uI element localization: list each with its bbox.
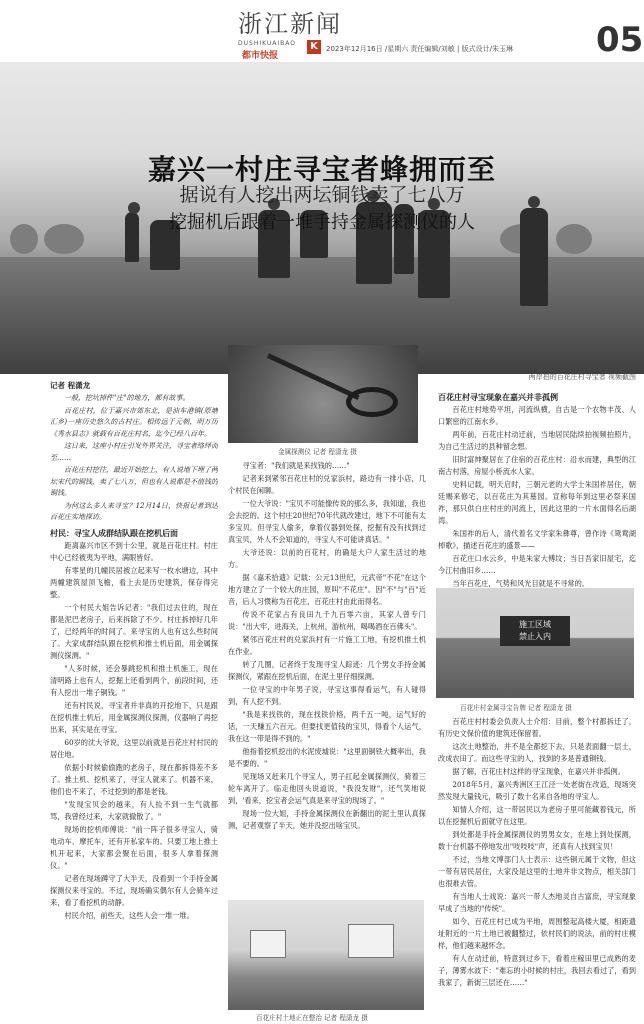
- body-paragraph: "发现宝贝会的越来，有人捡不到一生气就都骂，我曾经过来，大家就撤散了。": [50, 799, 218, 821]
- body-paragraph: 百花庄村村委会负责人士介绍：目前，整个村都拆迁了，有历史文保价值的建筑还保留着。: [438, 717, 636, 738]
- body-paragraph: "我是来找铁的，现在找铁价格，两千五一吨，运气好的话，一天赚五六百元。但要找更值钱的宝贝，得看个人运气，我在这一带是得不到的。": [228, 710, 426, 743]
- body-paragraph: 一位大爷说："宝贝不可能像传说的那么多，我知道，我也会去挖的。这个村庄20世纪70年代就改建过，地下不可能有太多宝贝。但寻宝人偷多，拿着仪器到处探，挖掘有没有找到过真宝贝，外人不会知道的，寻宝人不可能讲真话。": [228, 499, 426, 544]
- lede-paragraph: 百花庄村挖往，最近开始挖土，有人说地下埋了两坛宋代的铜钱，卖了七八万，但也有人说都是不值钱的铜钱。: [50, 466, 218, 497]
- body-paragraph: "人多时候，还会暴跳挖机和推土机施工，现在清明路上也有人，挖掘上还看到两个，前段时间，还有人挖出一堆子铜钱。": [50, 663, 218, 697]
- sign-text: 施工区域: [519, 620, 551, 629]
- headline-sub-1: 据说有人挖出两坛铜钱卖了七八万: [179, 184, 465, 206]
- sign-text: 禁止入内: [519, 632, 551, 641]
- body-paragraph: 据了解，百花庄村这样的寻宝现象，在嘉兴并非孤例。: [452, 767, 625, 776]
- body-paragraph: 村民介绍，前些天，这些人会一堆一堆。: [64, 910, 194, 920]
- body-paragraph: 距离嘉兴市区不到十公里，就是百花庄村。村庄中心已经被夷为平地，满眼皆好。: [50, 540, 218, 562]
- body-paragraph: 到处都是手持金属探测仪的男男女女，在地上到处探测，数十台机器不停地发出"吱吱吱"声，还真有人找到宝贝！: [438, 830, 636, 851]
- body-paragraph: 百花庄村地势平坦，河流纵横，自古是一个农物丰茂、人口繁密的江南水乡。: [438, 405, 636, 426]
- warning-sign-photo: [436, 588, 634, 698]
- body-paragraph: 记者来到紧邻百花庄村的兑家浜村，路边有一排小店，几个村民在闲聊。: [228, 474, 426, 495]
- metal-detector-photo: [228, 345, 418, 443]
- body-paragraph: 2018年5月，嘉兴秀洲区王江泾一处老街在改造，现场突然发现大量钱元，吸引了数十名来自各地的寻宝人。: [438, 780, 636, 801]
- body-paragraph: 朱国祚的后人，清代着名文学家朱彝尊，曾作诗《鸳鸯湖棹歌》，描述百花庄的盛景——: [438, 529, 636, 550]
- body-paragraph: 有零星的几幢民居被立起来写一枚水塘边，其中两幢建筑屋顶飞檐，看上去是历史建筑，保存得完整。: [50, 565, 218, 599]
- body-paragraph: 一位寻宝的中年男子说，寻宝这事得看运气，有人碰得到，有人挖不到。: [228, 685, 426, 706]
- body-paragraph: 有人在动迁前，特意到过乡下，看着庄稼田里已成熟的麦子，薄雾水波下："难忘的小时候的村庄，我回去看过了，看到我家了，新街三层还在……": [438, 954, 636, 987]
- body-paragraph: 两年前，百花庄村动迁前，当地居民陆续拍视频拍照片，为自己生活过的县种留念想。: [438, 430, 636, 451]
- section-subhead: 百花庄村寻宝现象在嘉兴并非孤例: [438, 392, 558, 402]
- hero-caption: 两岸拍的百花庄村寻宝者 视频截图: [528, 373, 636, 381]
- body-paragraph: 如今，百花庄村已成为平地，周围整起高楼大厦，相距遗址附近的一片土地已被翻整过，依村民们的说法，前的村庄模样，他们越来越怀念。: [438, 917, 636, 950]
- publication-name: 都市快报: [242, 51, 279, 61]
- body-paragraph: 百花庄口水云乡，中是朱家大傅坟；当日吾家旧屋宅，迄今江村曲旧乡……: [438, 554, 636, 575]
- village-photo: [228, 900, 424, 1010]
- byline: 记者 程潇龙: [50, 381, 91, 390]
- body-paragraph: 还有村民说，寻宝者并非真的开挖地下，只是跟在挖机推土机后，用金属探测仪探测，仪器响了再挖出来，其实是在寻宝。: [50, 700, 218, 734]
- article-column-3-bottom: [438, 716, 636, 1020]
- body-paragraph: 现场的挖机师傅说："前一阵子很多寻宝人，骑电动车、摩托车，还有开私家车的。只要工地上推土机开起来，大家都会聚在后面，很多人拿着探测仪。": [50, 824, 218, 870]
- house-shape: [250, 930, 286, 958]
- body-paragraph: 转了几圈，记者终于发现寻宝人踪迹：几个男女手持金属探测仪，紧跟在挖机后面，在泥土里仔细探测。: [228, 660, 426, 681]
- body-paragraph: 据《嘉禾拾遗》记载：公元13世纪，元武帝"不花"在这个地方建立了一个较大的庄园，原叫"不花庄"。因"不"与"百"近音，后人习惯称为百花庄，百花庄村由此而得名。: [228, 573, 426, 606]
- photo-caption: 金属探测仪 记者 程潇龙 摄: [278, 448, 357, 456]
- body-paragraph: 寻宝者："我们就是来找钱的……": [242, 461, 350, 470]
- article-column-2: [228, 460, 426, 894]
- headline-main: 嘉兴一村庄寻宝者蜂拥而至: [147, 153, 496, 186]
- detector-shaft: [267, 353, 360, 400]
- publication-logo: K: [307, 40, 321, 54]
- body-paragraph: 紧邻百花庄村的兑家浜村有一片施工工地，有挖机推土机在作业。: [228, 635, 426, 656]
- body-paragraph: 一个村民大姐告诉记者："我们过去住的，现在都是泥巴老房子，后来拆除了不少。村庄拆掉好几年了，已经两年的时间了。来寻宝的人也有这么些时间了。大家成群结队跟在挖机和推土机后面，用金属探测仪探测。": [50, 602, 218, 660]
- body-paragraph: 60岁的沈大爷说，这里以前就是百花庄村村民的居住地。: [50, 737, 218, 759]
- detector-coil: [346, 387, 398, 417]
- body-paragraph: 旧时富绅聚居在了住宿的百花庄村：沿水而建，典型的江南古村落，房屋小桥流水人家。: [438, 455, 636, 476]
- lede-paragraph: 一般，挖坑掉件"庄"的地方，都有故事。: [64, 394, 190, 402]
- headline-sub-2: 挖掘机后跟着一堆手持金属探测仪的人: [169, 212, 475, 233]
- body-paragraph: 依据小时候偷偷跑的老房子，现在都拆得差不多了。推土机、挖机来了，寻宝人就来了。机器不来，他们也不来了，不过挖到的都是老钱。: [50, 762, 218, 796]
- lede-paragraph: 这日来，这座小村庄引发外界关注，寻宝者络绎而至……: [50, 442, 218, 462]
- body-paragraph: 记者在现场蹲守了大半天，没看到一个手持金属探测仪来寻宝的。不过，现场确实偶尔有人会骑车过来，看了看挖机的动静。: [50, 873, 218, 907]
- body-paragraph: 传说不花家占有良田九千九百零六亩，其家人曾专门说："出大牢，进海关，上杭州，游杭州，喝喝酒在百佛头"。: [228, 610, 426, 631]
- body-paragraph: 他指着挖机挖出的水泥废墟说："这里面铜铁大概率出，我是不要的。": [228, 747, 426, 768]
- header-meta: 2023年12月16日 /星期六 责任编辑/刘敏 | 版式设计/朱玉琳: [326, 45, 513, 53]
- photo-caption: 百花庄村土地正在整治 记者 程潇龙 摄: [256, 1014, 368, 1022]
- body-paragraph: 不过，当地文博部门人士表示：这些铜元属于文物，但这一带有居民居住，大家没是这里的土地并非文物点，相关部门也很难去管。: [438, 855, 636, 888]
- body-paragraph: 知情人介绍，这一带居民以为老房子里可能藏着钱元，所以在挖掘机后面就守在这里。: [438, 805, 636, 826]
- body-paragraph: 这次土地整治，并不是全都挖下去，只是表面翻一层土，改成农田了。而这些寻宝的人，找到的多是普通铜钱。: [438, 742, 636, 763]
- body-paragraph: 当年百花庄，气势和风光目就是不寻常的。: [452, 579, 589, 588]
- article-column-1: [50, 380, 218, 1020]
- publication-pinyin: DUSHIKUAIBAO: [238, 40, 296, 47]
- hero-photo: [0, 62, 644, 374]
- lede-paragraph: 百花庄村，位于嘉兴市郊东北，是油车港镇(原塘汇乡)一座历史悠久的古村庄。相传远于元朝，明万历《秀水县志》就载有百花庄村名，迄今已经八百年。: [50, 406, 218, 438]
- photo-caption: 百花庄村金属寻宝告牌 记者 程潇龙 摄: [460, 704, 572, 712]
- warning-sign: [500, 616, 570, 646]
- body-paragraph: 见现场又赶来几个寻宝人，男子扛起金属探测仪，骑着三轮车离开了。临走他回头说道说，"我没发财"，还气笑地说到，'看来，挖宝者会运气真是来寻宝的现场了。": [228, 772, 426, 805]
- body-paragraph: 大爷还说：以前的百花村，的确是大户人家生活过的地方。: [228, 548, 426, 569]
- body-paragraph: 史料记载，明天启时，三朝元老的大学士朱国祚居住，朝廷赐来修宅，以百花庄为其墓园。宣称每年到这里必祭来国祚，那只供白庄村庄的河流上，因此这里的一片水面得名后湖湾。: [438, 480, 636, 525]
- body-paragraph: 有当地人士戏说：嘉兴一带人杰地灵自古富庶，寻宝现象早成了当地的"传统"。: [438, 892, 636, 913]
- section-title: 浙江新闻: [238, 10, 342, 38]
- lede-paragraph: 为何这么多人来寻宝？12月14日，快报记者到达百花庄实地探访。: [50, 501, 218, 521]
- page-number: 05: [596, 20, 644, 60]
- body-paragraph: 现场一位大姐，手持金属探测仪在新翻出的泥土里认真探测，记者观察了半天，她并没挖出啥宝贝。: [228, 809, 426, 830]
- section-subhead: 村民：寻宝人成群结队跟在挖机后面: [50, 527, 178, 538]
- house-shape: [348, 924, 394, 958]
